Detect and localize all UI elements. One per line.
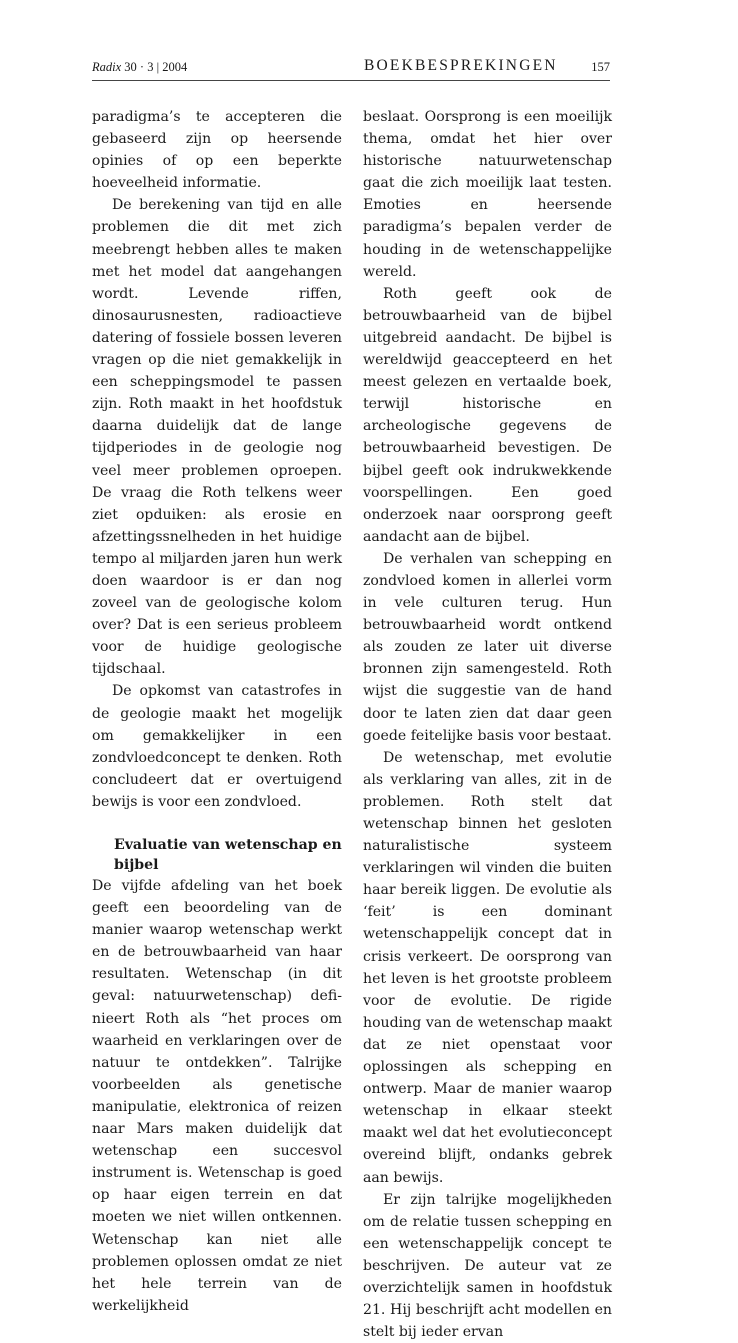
left-column [92, 106, 342, 1317]
paragraph: Roth geeft ook de betrouwbaarheid van de bijbel uitgebreid aandacht. De bijbel is wereldwijd geaccepteerd en het meest gelezen en vertaalde boek, terwijl historische en archeologische gegevens de betrouwbaarheid bevestigen. De bijbel geeft ook indrukwekkende voorspellingen. Een goed onderzoek naar oorsprong geeft aandacht aan de bijbel. [363, 285, 612, 545]
journal-reference [92, 60, 187, 75]
journal-issue: 30 · 3 | 2004 [124, 60, 188, 74]
page-number: 157 [591, 60, 610, 74]
paragraph: Er zijn talrijke mogelijkheden om de relatie tussen schepping en een wetenschappelijk concept te beschrijven. De auteur vat ze overzichtelijk samen in hoofdstuk 21. Hij beschrijft acht modellen en stelt bij ieder ervan [363, 1191, 612, 1341]
journal-name: Radix [92, 60, 122, 74]
paragraph: beslaat. Oorsprong is een moeilijk thema, omdat het hier over historische natuurwetenschap gaat die zich moeilijk laat testen. Emoties en heersende paradigma’s bepalen verder de houding in de wetenschappelijke wereld. [363, 109, 612, 280]
running-header [92, 56, 610, 81]
paragraph: De berekening van tijd en alle problemen die dit met zich meebrengt hebben alles te maken met het model dat aangehangen wordt. Levende riffen, dinosaurusnesten, radioactieve datering of fossiele bossen leveren vragen op die niet gemakkelijk in een scheppingsmodel te passen zijn. Roth maakt in het hoofdstuk daarna duidelijk dat de lange tijdperiodes in de geologie nog veel meer problemen oproepen. De vraag die Roth telkens weer ziet opduiken: als erosie en afzettingssnelheden in het huidige tempo al miljarden jaren hun werk doen waardoor is er dan nog zoveel van de geologische kolom over? Dat is een serieus probleem voor de huidige geologische tijdschaal. [92, 197, 342, 678]
paragraph: paradigma’s te accepteren die gebaseerd zijn op heersende opinies of op een beperkte hoeveelheid informatie. [92, 109, 342, 192]
section-heading: Evaluatie van wetenschap en bijbel [114, 837, 342, 873]
right-column [363, 106, 612, 1343]
paragraph: De wetenschap, met evolutie als verklaring van alles, zit in de problemen. Roth stelt dat wetenschap binnen het gesloten naturalistische systeem verklaringen wil vinden die buiten haar bereik liggen. De evolutie als ‘feit’ is een dominant wetenschappelijk concept dat in crisis verkeert. De oorsprong van het leven is het grootste probleem voor de evolutie. De rigide houding van de wetenschap maakt dat ze niet openstaat voor oplossingen als schepping en ontwerp. Maar de manier waarop wetenschap in elkaar steekt maakt wel dat het evolutieconcept overeind blijft, ondanks gebrek aan bewijs. [363, 749, 612, 1186]
paragraph: De opkomst van catastrofes in de geologie maakt het mogelijk om gemakkelijker in een zondvloedconcept te denken. Roth concludeert dat er overtuigend bewijs is voor een zondvloed. [92, 683, 342, 810]
paragraph: De verhalen van schepping en zondvloed komen in allerlei vorm in vele culturen terug. Hun betrouwbaarheid wordt ontkend als zouden ze later uit diverse bronnen zijn samengesteld. Roth wijst die suggestie van de hand door te laten zien dat daar geen goede feitelijke basis voor bestaat. [363, 550, 612, 744]
section-title: BOEKBESPREKINGEN [364, 57, 558, 74]
paragraph: De vijfde afdeling van het boek geeft een beoordeling van de manier waarop wetenschap werkt en de betrouwbaarheid van haar resultaten. Wetenschap (in dit geval: natuurwetenschap) definieert Roth als “het proces om waarheid en verklaringen over de natuur te ontdekken”. Talrijke voorbeelden als genetische manipulatie, elektronica of reizen naar Mars maken duidelijk dat wetenschap een succesvol instrument is. Wetenschap is goed op haar eigen terrein en dat moeten we niet willen ontkennen. Wetenschap kan niet alle problemen oplossen omdat ze niet het hele terrein van de werkelijkheid [92, 878, 342, 1314]
